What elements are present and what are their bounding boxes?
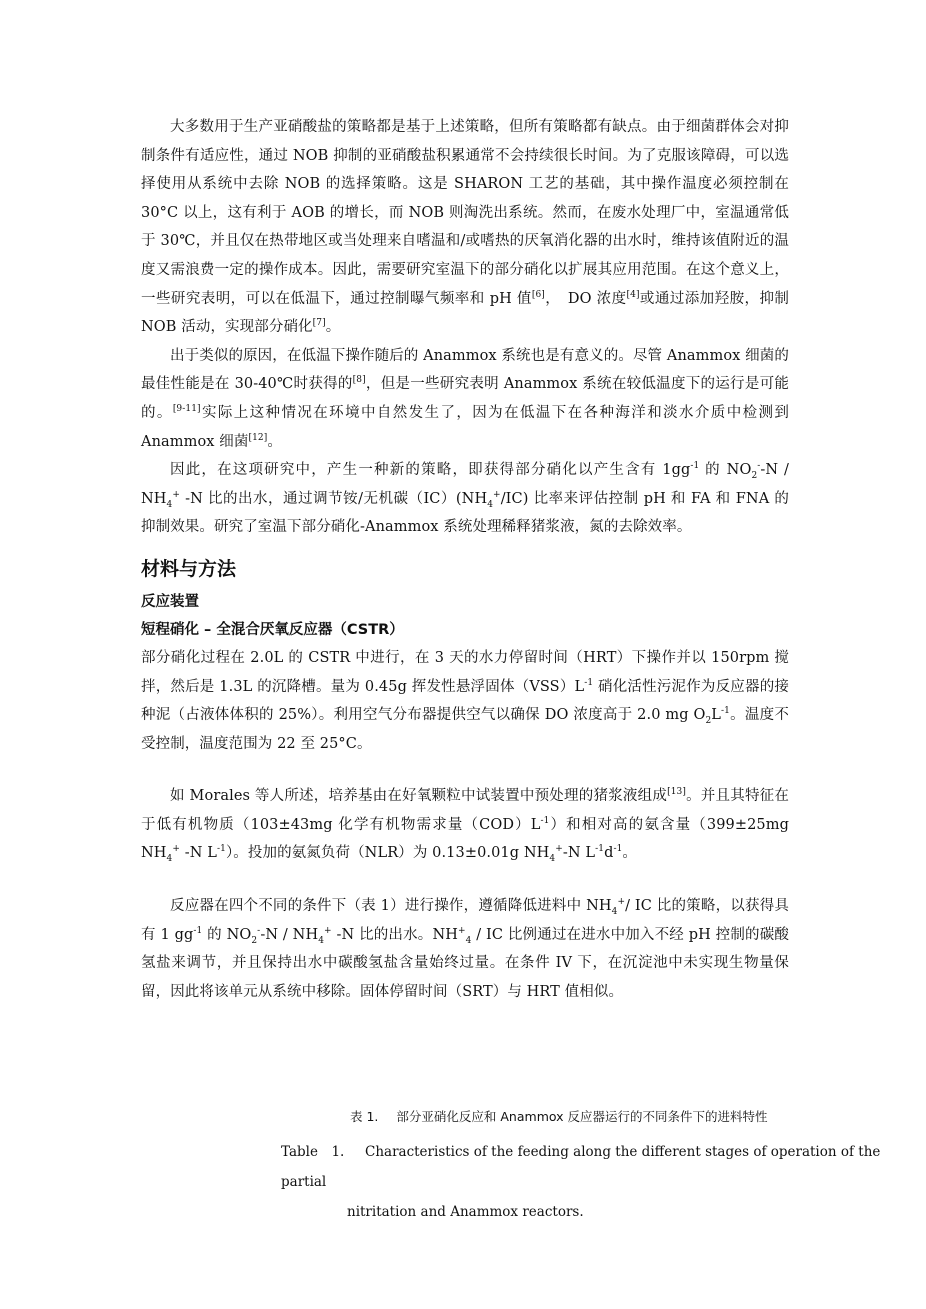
paragraph-anammox-low-temp: 出于类似的原因，在低温下操作随后的 Anammox 系统也是有意义的。尽管 Anammox 细菌的最佳性能是在 30-40℃时获得的[8]，但是一些研究表明 Anammox 系统在较低温度下的运行是可能的。[9-11]实际上这种情况在环境中自然发生了，因为在低温下在各种海洋和淡水介质中检测到 Anammox 细菌[12]。 [141, 347, 789, 450]
subheading-reactor-setup: 反应装置 [141, 593, 199, 610]
document-body [141, 113, 789, 1006]
paragraph-study-aim: 因此，在这项研究中，产生一种新的策略，即获得部分硝化以产生含有 $1gg^{-1}$ 的 $NO_2^--N / NH_4^+$ -N 比的出水，通过调节铵/无机碳$(IC)(NH_4^+/IC)$ 比率来评估控制 pH 和 FA 和 FNA 的抑制效果。研究了室温下部分硝化-Anammox 系统处理稀释猪浆液，氮的去除效率。 [141, 461, 789, 536]
paragraph-spacer [141, 868, 789, 892]
table-caption-chinese [350, 1107, 768, 1125]
table-caption-english [281, 1137, 881, 1227]
table-number-en: Table 1. [281, 1144, 345, 1160]
table-title-en-line1: Characteristics of the feeding along the different stages of operation of the partial [281, 1144, 881, 1190]
table-number-zh: 表 1. [350, 1109, 379, 1124]
subheading-partial-nitritation-cstr: 短程硝化 – 全混合厌氧反应器（CSTR） [141, 621, 404, 638]
paragraph-nob-strategy: 大多数用于生产亚硝酸盐的策略都是基于上述策略，但所有策略都有缺点。由于细菌群体会对抑制条件有适应性，通过 NOB 抑制的亚硝酸盐积累通常不会持续很长时间。为了克服该障碍，可以选择使用从系统中去除 NOB 的选择策略。这是 SHARON 工艺的基础，其中操作温度必须控制在 30°C 以上，这有利于 AOB 的增长，而 NOB 则淘洗出系统。然而，在废水处理厂中，室温通常低于 30℃，并且仅在热带地区或当处理来自嗜温和/或嗜热的厌氧消化器的出水时，维持该值附近的温度又需浪费一定的操作成本。因此，需要研究室温下的部分硝化以扩展其应用范围。在这个意义上，一些研究表明，可以在低温下，通过控制曝气频率和 pH 值[6]， DO 浓度[4]或通过添加羟胺，抑制 NOB 活动，实现部分硝化[7]。 [141, 119, 789, 336]
table-title-zh: 部分亚硝化反应和 Anammox 反应器运行的不同条件下的进料特性 [396, 1109, 768, 1124]
paragraph-feed-medium: 如 Morales 等人所述，培养基由在好氧颗粒中试装置中预处理的猪浆液组成[13]。并且其特征在于低有机物质（103±43mg 化学有机物需求量$(COD)L^{-1}$）和相对高的氨含量（399±25mg $NH_4^+$ -N $L^{-1}$）。投加的氨氮负荷（NLR）为 0.13±0.01g $NH_4^+-N$ $L^{-1}d^{-1}$。 [141, 787, 789, 865]
section-heading-materials-methods: 材料与方法 [141, 557, 237, 580]
table-title-en-line2: nitritation and Anammox reactors. [347, 1204, 584, 1220]
paragraph-cstr-operation: 部分硝化过程在 2.0L 的 CSTR 中进行，在 3 天的水力停留时间（HRT）下操作并以 150rpm 搅拌，然后是 1.3L 的沉降槽。量为 0.45g 挥发性悬浮固体$(VSS)L^{-1}$ 硝化活性污泥作为反应器的接种泥（占液体体积的 25%）。利用空气分布器提供空气以确保 DO 浓度高于 2.0 mg $O_2L^{-1}$。温度不受控制，温度范围为 22 至 25°C。 [141, 649, 789, 752]
paragraph-spacer [141, 758, 789, 782]
paragraph-reactor-conditions: 反应器在四个不同的条件下（表 1）进行操作，遵循降低进料中 $NH_4^+/$ IC 比的策略，以获得具有 1 $gg^{-1}$ 的 $NO_2^--N / NH_4^+$ -N 比的出水。$NH^+_4$ / IC 比例通过在进水中加入不经 pH 控制的碳酸氢盐来调节，并且保持出水中碳酸氢盐含量始终过量。在条件 IV 下，在沉淀池中未实现生物量保留，因此将该单元从系统中移除。固体停留时间（SRT）与 HRT 值相似。 [141, 897, 790, 1000]
